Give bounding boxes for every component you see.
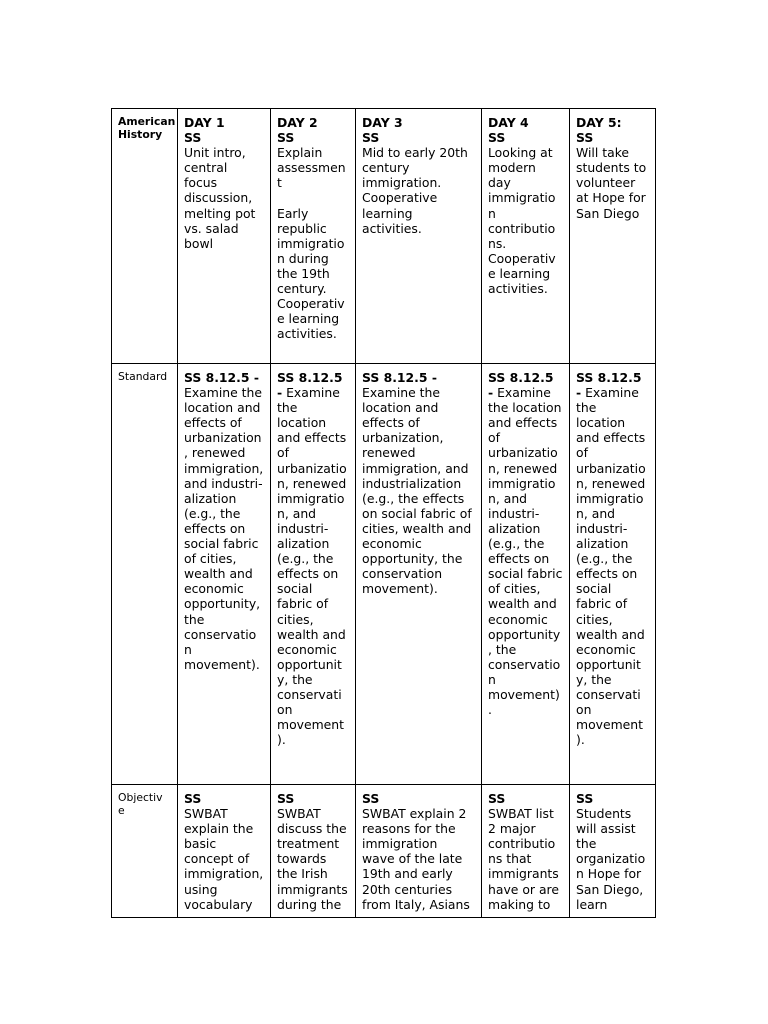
subject-label: SS <box>277 791 295 806</box>
subject-label: SS <box>488 130 506 146</box>
row-label-text: American History <box>118 115 176 141</box>
objective-cell-4 <box>482 785 570 918</box>
day-cell-3 <box>356 109 482 364</box>
objective-text: SWBAT list 2 major contributio ns that immigrants have or are making to <box>488 806 559 912</box>
subject-label: SS <box>362 791 380 806</box>
table-row-days <box>112 109 656 364</box>
day-description: Looking at modern day immigratio n contributio ns. Cooperativ e learning activities. <box>488 145 556 297</box>
objective-text: SWBAT explain 2 reasons for the immigration wave of the late 19th and early 20th centuries from Italy, Asians <box>362 806 470 912</box>
standard-text: Examine the location and effects of urbanization, renewed immigration, and industrialization (e.g., the effects on social fabric of cities, wealth and economic opportunity, the conservation movement). <box>362 385 472 597</box>
objective-text: Students will assist the organizatio n Hope for San Diego, learn <box>576 806 646 912</box>
objective-cell-2 <box>271 785 356 918</box>
day-title: DAY 5: <box>576 115 622 130</box>
row-label-text: Objectiv e <box>118 791 163 817</box>
day-cell-1 <box>178 109 271 364</box>
subject-label: SS <box>277 130 295 146</box>
day-description: Will take students to volunteer at Hope for San Diego <box>576 145 647 221</box>
day-title: DAY 4 <box>488 115 529 130</box>
objective-cell-1 <box>178 785 271 918</box>
subject-label: SS <box>488 791 506 806</box>
lesson-plan-table <box>111 108 656 918</box>
standard-cell-3 <box>356 364 482 785</box>
standard-text: Examine the location and effects of urbanizatio n, renewed immigratio n, and industri- alization (e.g., the effects on social fabric of cities, wealth and economic opportunity , the conservatio n movement) . <box>488 385 563 718</box>
day-cell-2 <box>271 109 356 364</box>
standard-cell-4 <box>482 364 570 785</box>
subject-label: SS <box>576 791 594 806</box>
table-row-objective <box>112 785 656 918</box>
day-cell-5 <box>570 109 656 364</box>
standard-code: SS 8.12.5 - <box>277 370 343 401</box>
day-description: Mid to early 20th century immigration. Cooperative learning activities. <box>362 145 468 236</box>
objective-cell-3 <box>356 785 482 918</box>
subject-label: SS <box>576 130 594 146</box>
day-title: DAY 3 <box>362 115 403 130</box>
row-label-standard <box>112 364 178 785</box>
standard-cell-5 <box>570 364 656 785</box>
objective-cell-5 <box>570 785 656 918</box>
standard-code: SS 8.12.5 - <box>488 370 554 401</box>
row-label-american-history <box>112 109 178 364</box>
standard-text: Examine the location and effects of urbanization , renewed immigration, and industri- alization (e.g., the effects on social fabric of cities, wealth and economic opportunity, the conservatio n movement). <box>184 385 264 672</box>
standard-text: Examine the location and effects of urbanizatio n, renewed immigratio n, and industri- alization (e.g., the effects on social fabric of cities, wealth and economic opportunit y, the conservati on movement ). <box>277 385 347 748</box>
day-description: Explain assessmen t Early republic immigratio n during the 19th century. Cooperativ e learning activities. <box>277 145 346 342</box>
table-row-standard <box>112 364 656 785</box>
day-title: DAY 1 <box>184 115 225 130</box>
standard-code: SS 8.12.5 - <box>576 370 642 401</box>
standard-code: SS 8.12.5 - <box>184 370 259 385</box>
standard-text: Examine the location and effects of urbanizatio n, renewed immigratio n, and industri- alization (e.g., the effects on social fabric of cities, wealth and economic opportunit y, the conservati on movement ). <box>576 385 646 748</box>
subject-label: SS <box>184 791 202 806</box>
standard-code: SS 8.12.5 - <box>362 370 437 385</box>
standard-cell-2 <box>271 364 356 785</box>
objective-text: SWBAT explain the basic concept of immigration, using vocabulary <box>184 806 264 912</box>
day-title: DAY 2 <box>277 115 318 130</box>
objective-text: SWBAT discuss the treatment towards the Irish immigrants during the <box>277 806 348 912</box>
day-cell-4 <box>482 109 570 364</box>
row-label-objective <box>112 785 178 918</box>
subject-label: SS <box>184 130 202 146</box>
standard-cell-1 <box>178 364 271 785</box>
subject-label: SS <box>362 130 380 146</box>
day-description: Unit intro, central focus discussion, melting pot vs. salad bowl <box>184 145 256 251</box>
row-label-text: Standard <box>118 370 168 383</box>
